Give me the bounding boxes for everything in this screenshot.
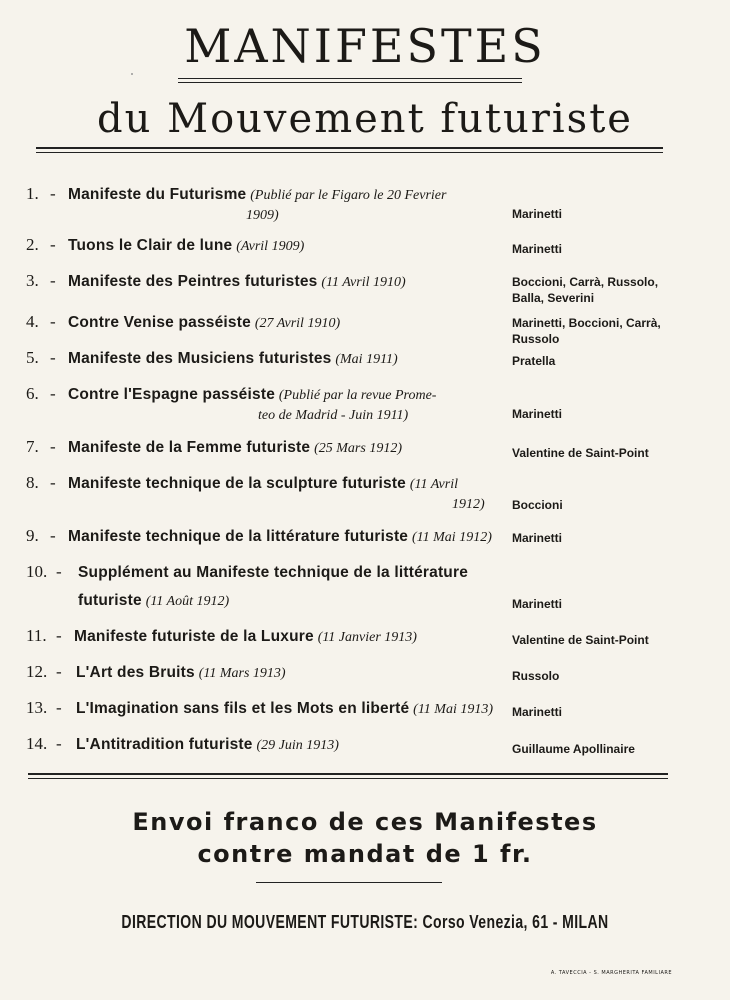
item-text [76,698,536,721]
item-author-line: Russolo [512,332,560,346]
item-author: Valentine de Saint-Point [512,446,649,460]
item-author [512,274,712,306]
item-title: L'Art des Bruits [76,664,195,681]
item-number: 5. [26,348,39,367]
item-note: (11 Août 1912) [145,594,230,609]
item-note: (11 Avril 1910) [321,275,406,290]
item-dash: - [50,526,56,545]
footer-short-rule [256,882,442,883]
item-number: 6. [26,384,39,403]
item-author-line: Balla, Severini [512,291,595,305]
item-text [68,235,524,258]
item-number: 1. [26,184,39,203]
item-text [68,348,524,371]
item-text [68,271,524,294]
item-author: Russolo [512,669,560,683]
item-note: (11 Mai 1913) [413,702,494,717]
item-author: Marinetti [512,242,563,256]
item-note: (11 Janvier 1913) [317,630,417,645]
item-note: (Publié par le Figaro le 20 Fevrier [250,188,447,203]
item-number: 4. [26,312,39,331]
item-number: 8. [26,473,39,492]
item-note: (25 Mars 1912) [314,441,402,456]
item-author: Pratella [512,354,556,368]
item-title: Supplément au Manifeste technique de la littérature [78,564,469,581]
item-title: L'Antitradition futuriste [76,736,253,753]
item-note: (Avril 1909) [236,239,305,254]
item-note: (Publié par la revue Prome- [278,388,437,403]
item-title: Manifeste des Peintres futuristes [68,273,318,290]
item-author [512,315,712,347]
item-dash: - [50,184,56,203]
item-author: Valentine de Saint-Point [512,633,649,647]
page-title: MANIFESTES [184,19,546,73]
item-title: Manifeste technique de la littérature futuriste [68,528,409,545]
item-note-cont: 1909) [246,208,279,223]
item-title: Contre l'Espagne passéiste [68,386,276,403]
item-dash: - [56,698,62,717]
item-title: Manifeste des Musiciens futuristes [68,350,332,367]
item-number: 7. [26,437,39,456]
item-title: L'Imagination sans fils et les Mots en liberté [76,700,410,717]
item-dash: - [50,384,56,403]
item-title: Manifeste du Futurisme [68,186,247,203]
item-dash: - [50,473,56,492]
item-text [74,626,530,649]
item-text [68,437,524,460]
item-author: Marinetti [512,407,563,421]
item-dash: - [50,235,56,254]
item-note: (Mai 1911) [335,352,398,367]
item-text [78,562,534,584]
item-title: Tuons le Clair de lune [68,237,233,254]
item-number: 10. [26,562,48,581]
item-number: 9. [26,526,39,545]
item-dash: - [50,348,56,367]
item-author: Marinetti [512,207,563,221]
item-author: Boccioni [512,498,563,512]
item-author: Marinetti [512,705,563,719]
item-number: 11. [26,626,47,645]
item-author: Guillaume Apollinaire [512,742,635,756]
item-dash: - [56,562,62,581]
item-note-cont: 1912) [452,497,485,512]
item-title: Manifeste de la Femme futuriste [68,439,311,456]
item-dash: - [50,271,56,290]
printer-imprint: A. TAVECCIA - S. MARGHERITA FAMILIARE [550,970,672,976]
item-dash: - [56,662,62,681]
item-text [68,312,524,335]
item-number: 14. [26,734,48,753]
item-title-cont: futuriste [78,592,142,609]
item-dash: - [56,626,62,645]
item-title: Manifeste technique de la sculpture futuriste [68,475,407,492]
header-double-rule [36,147,663,153]
envoi-line: contre mandat de 1 fr. [197,840,533,868]
item-note-cont: teo de Madrid - Juin 1911) [258,408,409,423]
item-title: Manifeste futuriste de la Luxure [74,628,314,645]
item-text [76,734,532,757]
item-text [76,662,532,685]
item-note: (11 Mars 1913) [198,666,286,681]
item-note: (11 Avril [409,477,458,492]
item-dash: - [50,437,56,456]
item-author-line: Marinetti, Boccioni, Carrà, [512,316,661,330]
title-double-rule [178,78,522,83]
item-note: (27 Avril 1910) [254,316,341,331]
item-title: Contre Venise passéiste [68,314,251,331]
direction-address: DIRECTION DU MOUVEMENT FUTURISTE: Corso Venezia, 61 - MILAN [121,912,609,932]
item-text-cont [78,590,534,613]
item-dash: - [56,734,62,753]
item-author: Marinetti [512,531,563,545]
item-number: 2. [26,235,39,254]
item-number: 13. [26,698,48,717]
item-note: (11 Mai 1912) [412,530,492,545]
item-text [68,526,538,549]
item-author-line: Boccioni, Carrà, Russolo, [512,275,659,289]
item-dash: - [50,312,56,331]
page-subtitle: du Mouvement futuriste [97,96,633,142]
item-note: (29 Juin 1913) [256,738,339,753]
item-number: 12. [26,662,48,681]
item-author: Marinetti [512,597,563,611]
footer-double-rule [28,773,668,779]
item-number: 3. [26,271,39,290]
envoi-line: Envoi franco de ces Manifestes [132,808,598,836]
